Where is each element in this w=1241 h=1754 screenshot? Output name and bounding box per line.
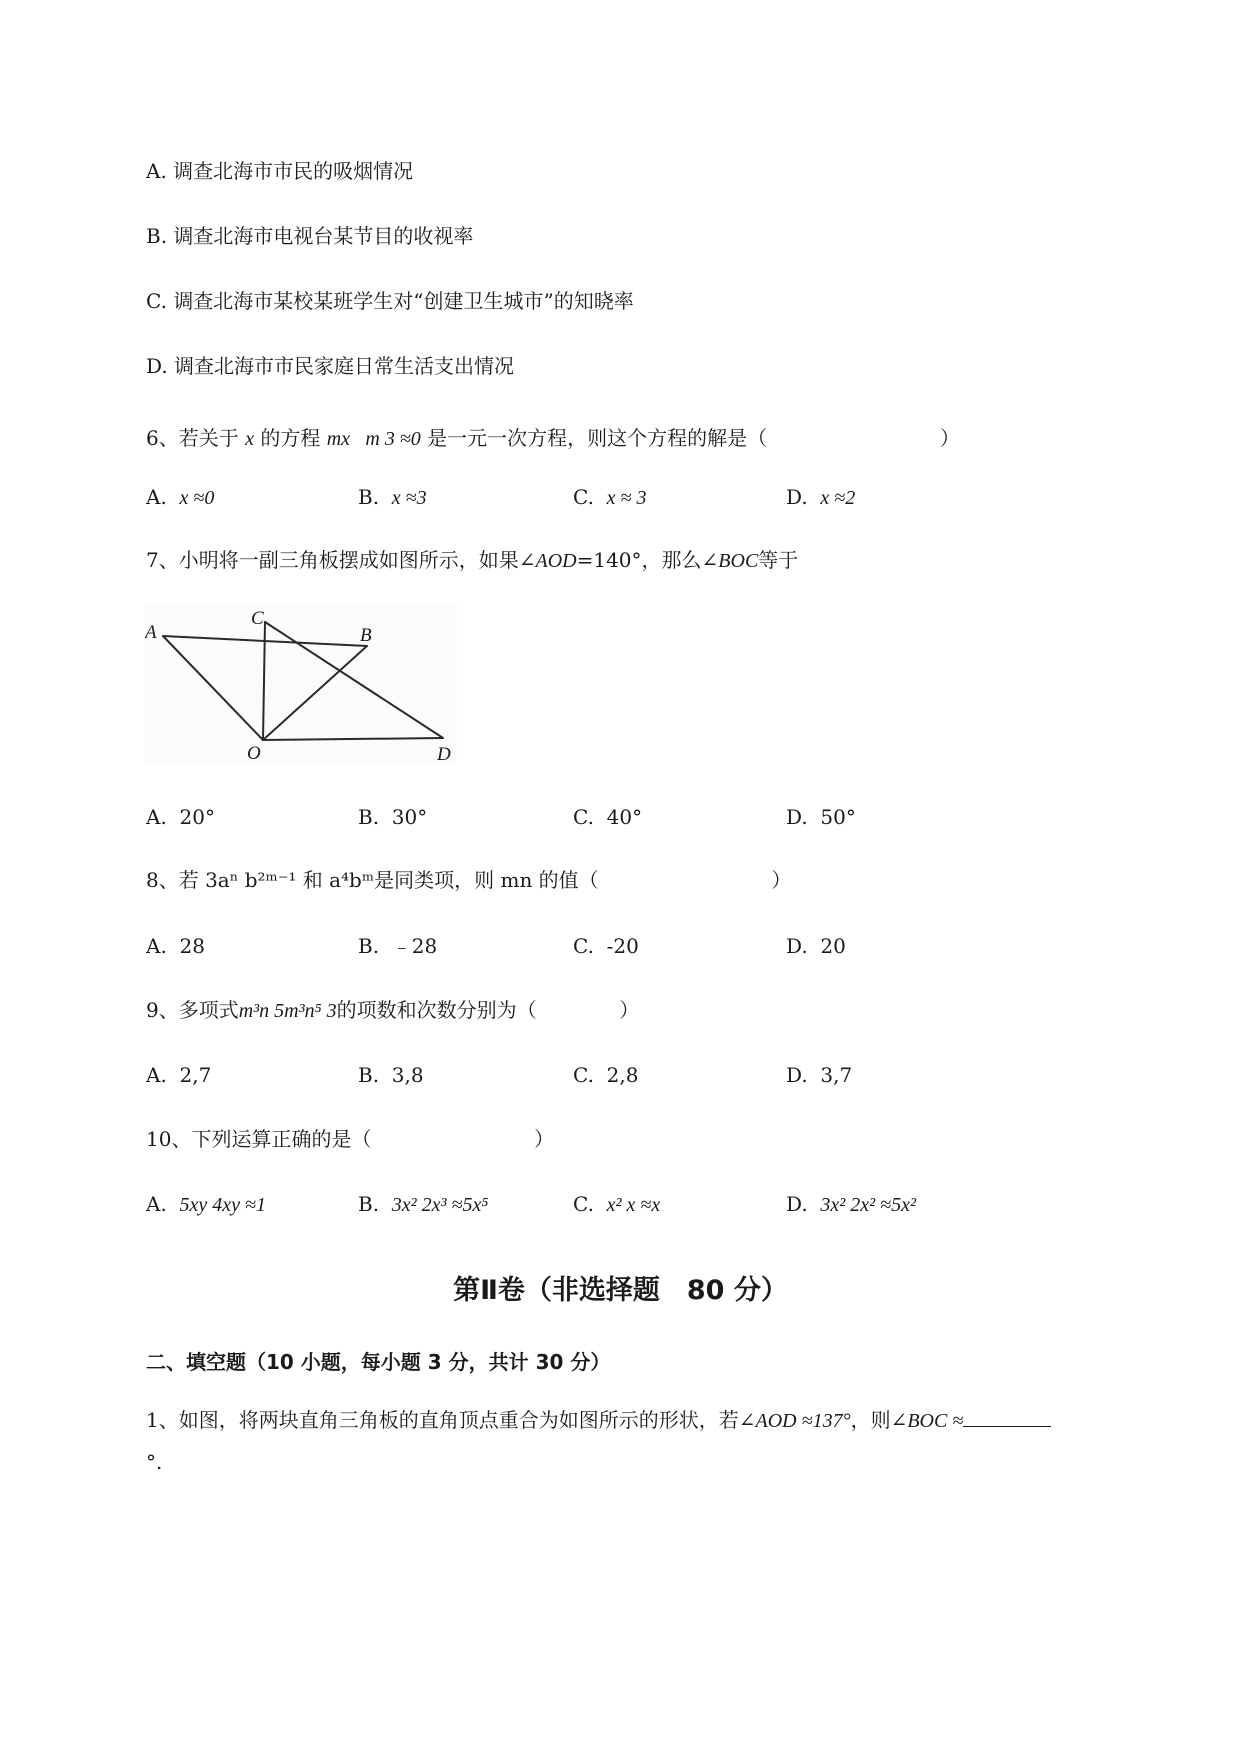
question-8 xyxy=(146,866,791,894)
option-letter: B. xyxy=(146,224,168,248)
option-text: 调查北海市市民的吸烟情况 xyxy=(173,159,414,183)
q7-text-pre: 7、小明将一副三角板摆成如图所示，如果∠ xyxy=(146,548,536,572)
fill1-text-mid: ，则 xyxy=(850,1408,891,1432)
label-b: B xyxy=(360,625,372,646)
fill-question-1 xyxy=(146,1406,1051,1435)
q9-option-c: C. 2,8 xyxy=(573,1063,639,1087)
q5-option-c xyxy=(146,287,634,315)
q7-angle-aod: AOD xyxy=(535,550,577,572)
q7-text-mid: =140°，那么∠ xyxy=(576,548,719,572)
q9-suffix: 的项数和次数分别为（ xyxy=(336,998,537,1022)
q5-option-d xyxy=(146,352,514,380)
fill-question-1-end xyxy=(146,1448,162,1476)
q9-option-d: D. 3,7 xyxy=(786,1063,853,1087)
q6-equation-tail: m 3 ≈0 xyxy=(365,428,421,450)
fill1-angle-aod: ∠AOD ≈137° xyxy=(738,1410,851,1432)
part-title: 二、填空题（10 小题，每小题 3 分，共计 30 分） xyxy=(146,1350,611,1374)
option-letter: A. xyxy=(146,159,167,183)
q10-close-paren: ） xyxy=(534,1127,555,1151)
label-a: A xyxy=(145,622,157,643)
fill1-end: °. xyxy=(146,1450,163,1474)
option-letter: D. xyxy=(146,354,168,378)
question-7 xyxy=(146,546,798,575)
triangle-figure xyxy=(145,604,457,764)
q6-equation: mx xyxy=(326,428,351,450)
q9-option-a: A. 2,7 xyxy=(146,1063,212,1087)
option-letter: C. xyxy=(146,289,167,313)
label-d: D xyxy=(437,744,451,764)
option-text: 调查北海市某校某班学生对“创建卫生城市”的知晓率 xyxy=(173,289,634,313)
label-o: O xyxy=(247,743,261,764)
q6-variable: x xyxy=(245,428,254,450)
q6-option-a: A. x ≈0 xyxy=(146,485,215,509)
answer-blank[interactable] xyxy=(963,1408,1051,1427)
question-9 xyxy=(146,996,639,1025)
q6-option-d: D. x ≈2 xyxy=(786,485,856,509)
q6-mid: 的方程 xyxy=(260,426,321,450)
q8-close-paren: ） xyxy=(771,868,792,892)
label-c: C xyxy=(251,608,264,629)
q8-option-c: C. -20 xyxy=(573,934,639,958)
q5-option-a xyxy=(146,157,413,185)
q6-option-b: B. x ≈3 xyxy=(358,485,427,509)
question-10 xyxy=(146,1125,554,1153)
q6-prefix: 6、若关于 xyxy=(146,426,239,450)
q8-option-a: A. 28 xyxy=(146,934,205,958)
section-title: 第Ⅱ卷（非选择题 80 分） xyxy=(453,1275,788,1306)
q6-close-paren: ） xyxy=(939,426,960,450)
q7-option-b: B. 30° xyxy=(358,805,428,829)
q10-option-b: B. 3x² 2x³ ≈5x⁵ xyxy=(358,1192,489,1216)
option-text: 调查北海市市民家庭日常生活支出情况 xyxy=(174,354,515,378)
option-text: 调查北海市电视台某节目的收视率 xyxy=(173,224,474,248)
q10-option-c: C. x² x ≈x xyxy=(573,1192,661,1216)
question-6 xyxy=(146,417,960,453)
q7-option-c: C. 40° xyxy=(573,805,643,829)
fill1-angle-boc: ∠BOC ≈ xyxy=(890,1410,964,1432)
q8-option-b: B. ﹣28 xyxy=(358,934,438,958)
q6-option-c: C. x ≈ 3 xyxy=(573,485,647,509)
q7-angle-boc: BOC xyxy=(718,550,759,572)
q9-close-paren: ） xyxy=(619,998,640,1022)
fill1-text-pre: 1、如图，将两块直角三角板的直角顶点重合为如图所示的形状，若 xyxy=(146,1408,739,1432)
q8-option-d: D. 20 xyxy=(786,934,846,958)
q7-option-d: D. 50° xyxy=(786,805,856,829)
q10-text: 10、下列运算正确的是（ xyxy=(146,1127,372,1151)
q10-option-a: A. 5xy 4xy ≈1 xyxy=(146,1192,267,1216)
q9-polynomial: m³n 5m³n⁵ 3 xyxy=(238,1000,337,1022)
q7-option-a: A. 20° xyxy=(146,805,215,829)
q8-text: 8、若 3aⁿ b²ᵐ⁻¹ 和 a⁴bᵐ是同类项，则 mn 的值（ xyxy=(146,868,599,892)
q7-text-post: 等于 xyxy=(758,548,799,572)
q5-option-b xyxy=(146,222,473,250)
q9-option-b: B. 3,8 xyxy=(358,1063,424,1087)
q6-suffix: 是一元一次方程，则这个方程的解是（ xyxy=(427,426,768,450)
q9-prefix: 9、多项式 xyxy=(146,998,239,1022)
q10-option-d: D. 3x² 2x² ≈5x² xyxy=(786,1192,917,1216)
